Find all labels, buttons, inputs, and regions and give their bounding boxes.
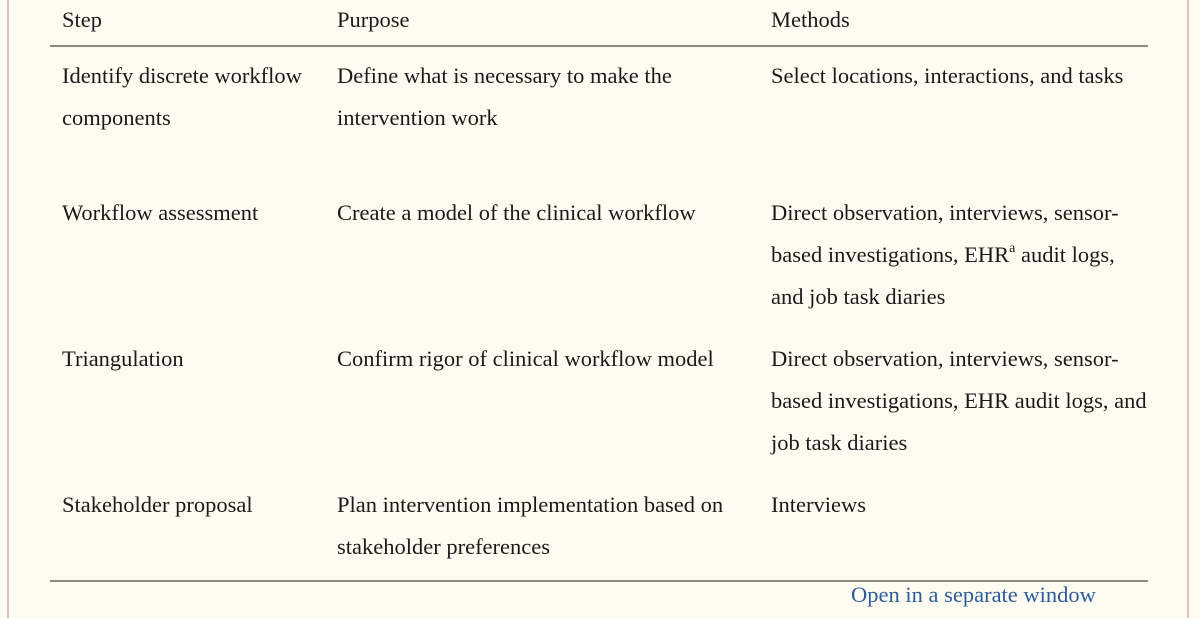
purpose-text: Create a model of the clinical workflow bbox=[337, 200, 696, 225]
open-in-separate-window-link[interactable]: Open in a separate window bbox=[851, 582, 1096, 607]
header-step: Step bbox=[50, 0, 337, 46]
cell-step: Triangulation bbox=[62, 346, 184, 371]
table-row bbox=[50, 476, 1148, 581]
table-row bbox=[50, 46, 1148, 184]
cell-methods: Direct observation, interviews, sensor-based investigations, EHR audit logs, and job task diaries bbox=[771, 346, 1147, 455]
header-purpose: Purpose bbox=[337, 0, 771, 46]
table-row bbox=[50, 330, 1148, 476]
cell-methods: Interviews bbox=[771, 476, 1148, 581]
footnote-marker[interactable]: a bbox=[1009, 240, 1016, 256]
cell-methods: Select locations, interactions, and tasks bbox=[771, 63, 1124, 88]
methods-text-continued: audit logs, and job task diaries bbox=[771, 242, 1115, 309]
cell-step: Stakeholder proposal bbox=[50, 476, 337, 581]
cell-purpose: Confirm rigor of clinical workflow model bbox=[337, 346, 714, 371]
methods-text: Direct observation, interviews, sensor-based investigations, EHR bbox=[771, 200, 1119, 267]
header-methods: Methods bbox=[771, 0, 1148, 46]
cell-methods bbox=[771, 184, 1148, 330]
cell-step: Identify discrete workflow components bbox=[62, 63, 302, 130]
cell-purpose: Define what is necessary to make the intervention work bbox=[337, 63, 672, 130]
workflow-steps-table bbox=[50, 0, 1148, 582]
cell-purpose: Plan intervention implementation based on stakeholder preferences bbox=[337, 476, 771, 581]
cell-step: Workflow assessment bbox=[62, 200, 259, 225]
table-header-row bbox=[50, 0, 1148, 46]
cell-purpose bbox=[337, 184, 771, 330]
table-row bbox=[50, 184, 1148, 330]
